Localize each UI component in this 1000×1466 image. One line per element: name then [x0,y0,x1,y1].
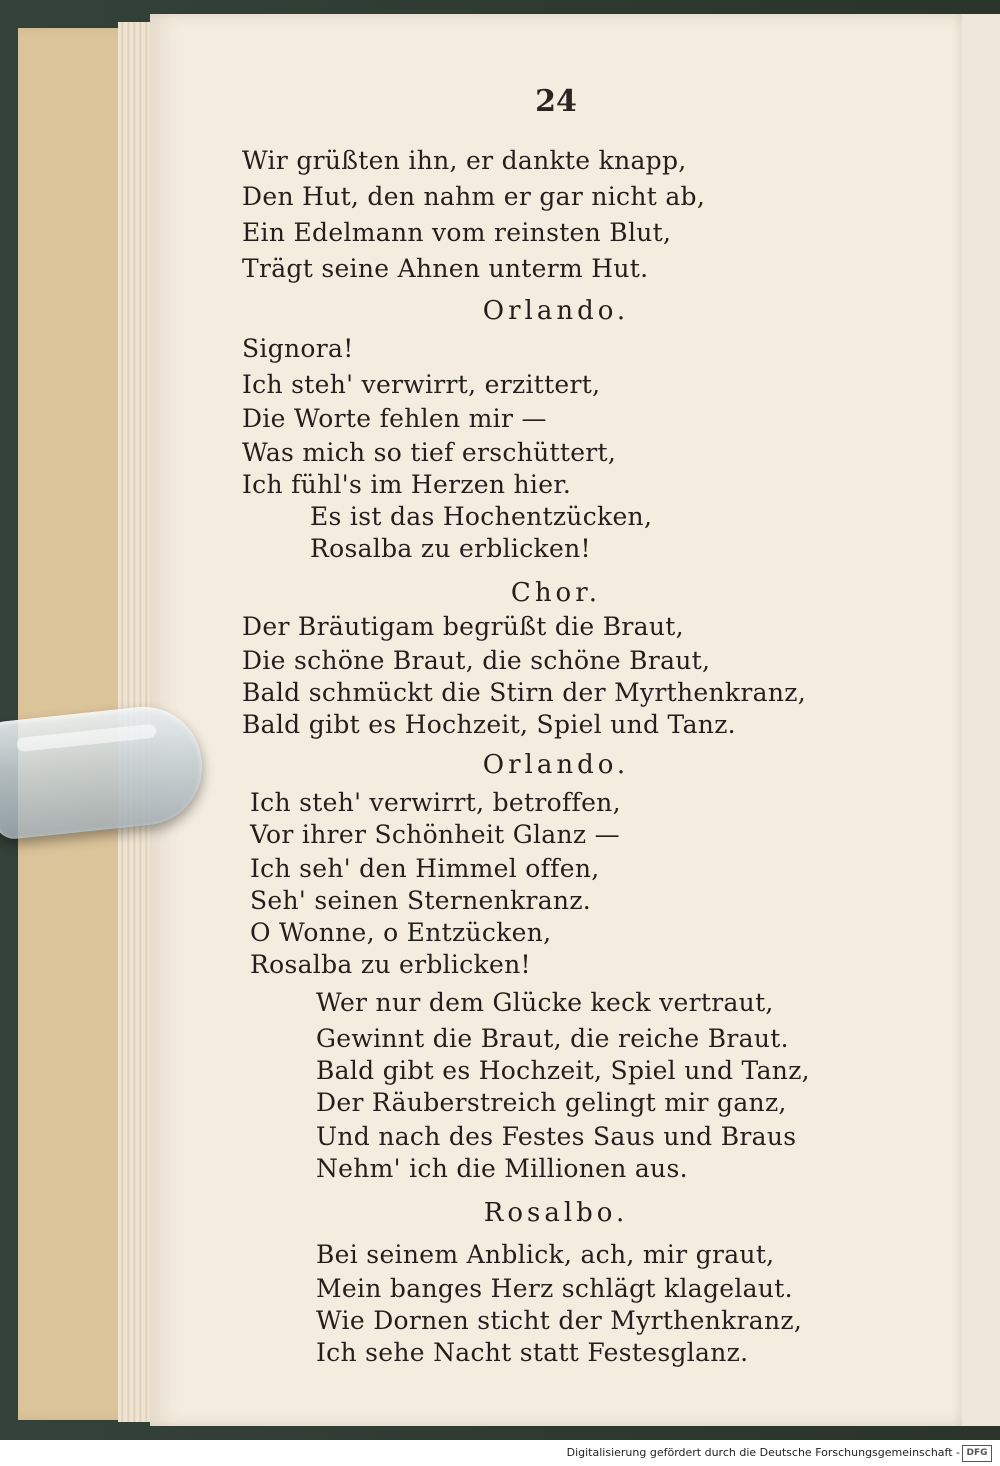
book-page [150,14,962,1426]
text-line: Ein Edelmann vom reinsten Blut, [242,218,672,247]
text-line: Was mich so tief erschüttert, [242,438,617,467]
text-line: Wir grüßten ihn, er dankte knapp, [242,146,687,175]
text-line: Trägt seine Ahnen unterm Hut. [242,254,649,283]
dfg-logo: DFG [962,1445,992,1462]
page-number: 24 [535,84,577,119]
text-line: Bald schmückt die Stirn der Myrthenkranz, [242,678,806,707]
speaker-rosalbo: Rosalbo. [483,1198,629,1228]
text-line: Nehm' ich die Millionen aus. [316,1154,688,1183]
speaker-orlando: Orlando. [482,296,630,326]
text-line: Den Hut, den nahm er gar nicht ab, [242,182,706,211]
text-line: Seh' seinen Sternenkranz. [250,886,592,915]
text-line: Die schöne Braut, die schöne Braut, [242,646,711,675]
text-line: Bald gibt es Hochzeit, Spiel und Tanz. [242,710,736,739]
funding-note: Digitalisierung gefördert durch die Deutsche Forschungsgemeinschaft - [566,1446,960,1459]
text-line: Es ist das Hochentzücken, [310,502,653,531]
text-line: Vor ihrer Schönheit Glanz — [250,820,620,849]
text-line: Der Bräutigam begrüßt die Braut, [242,612,684,641]
footer-bar [0,1440,1000,1466]
text-line: Ich seh' den Himmel offen, [250,854,600,883]
text-line: Wie Dornen sticht der Myrthenkranz, [316,1306,803,1335]
text-line: Bald gibt es Hochzeit, Spiel und Tanz, [316,1056,810,1085]
speaker-orlando: Orlando. [482,750,630,780]
text-line: Gewinnt die Braut, die reiche Braut. [316,1024,789,1053]
text-line: Ich sehe Nacht statt Festesglanz. [316,1338,749,1367]
text-line: Wer nur dem Glücke keck vertraut, [316,988,774,1017]
clip-shine [16,724,157,753]
text-line: Signora! [242,334,354,363]
text-line: Bei seinem Anblick, ach, mir graut, [316,1240,775,1269]
text-line: Rosalba zu erblicken! [310,534,591,563]
text-line: Der Räuberstreich gelingt mir ganz, [316,1088,787,1117]
text-line: Ich fühl's im Herzen hier. [242,470,572,499]
next-page-edge [958,14,1000,1426]
speaker-chor: Chor. [510,578,602,608]
text-line: Mein banges Herz schlägt klagelaut. [316,1274,793,1303]
text-line: Und nach des Festes Saus und Braus [316,1122,797,1151]
text-line: Rosalba zu erblicken! [250,950,531,979]
text-line: Die Worte fehlen mir — [242,404,547,433]
text-line: O Wonne, o Entzücken, [250,918,552,947]
text-line: Ich steh' verwirrt, erzittert, [242,370,601,399]
text-line: Ich steh' verwirrt, betroffen, [250,788,621,817]
